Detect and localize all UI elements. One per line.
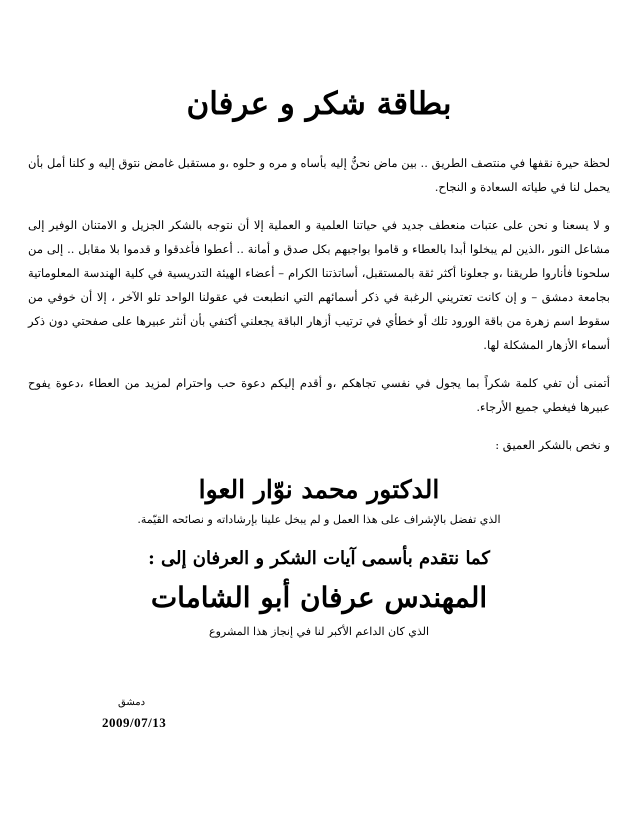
special-thanks-line: و نخص بالشكر العميق : [495,438,610,453]
card-title: بطاقة شكر و عرفان [186,86,452,122]
engineer-name: المهندس عرفان أبو الشامات [150,581,488,615]
gratitude-paragraph: و لا يسعنا و نحن على عتبات منعطف جديد في حياتنا العلمية و العملية إلا أن نتوجه بالشكر الجزيل و الامتنان الوفير إلى مشاعل النور ،الذين لم يبخلوا أبدا بالعطاء و قاموا بواجبهم بكل صدق و أمانة .. أعطوا فأغدقوا و قدموا بلا مقابل .. إلى من سلحونا فأناروا طريقنا ،و جعلونا أكثر ثقة بالمستقبل، أساتذتنا الكرام – أعضاء الهيئة التدريسية في كلية الهندسة المعلوماتية بجامعة دمشق – و إن كانت تعتريني الرغبة في ذكر أسمائهم التي انطبعت في عقولنا الواحد تلو الآخر ، إلا أن خوفي من سقوط اسم زهرة من باقة الورود تلك أو خطأي في ترتيب أزهار الباقة يجعلني أكتفي بأن أنثر عبيرها على صفحتي دون ذكر أسماء الأزهار المشكلة لها. [28,218,610,353]
intro-paragraph: لحظة حيرة نقفها في منتصف الطريق .. بين ماض نحنُّ إليه بأساه و مره و حلوه ،و مستقبل غامض نتوق إليه و كلنا أمل بأن يحمل لنا في طياته السعادة و النجاح. [28,156,610,195]
date-label: 2009/07/13 [102,715,167,730]
honoree-name: الدكتور محمد نوّار العوا [198,475,440,505]
wish-paragraph: أتمنى أن تفي كلمة شكراً بما يجول في نفسي تجاهكم ،و أقدم إليكم دعوة حب واحترام لمزيد من العطاء ،دعوة يفوح عبيرها فيغطي جميع الأرجاء. [28,376,610,415]
honoree-note: الذي تفضل بالإشراف على هذا العمل و لم يبخل علينا بإرشاداته و نصائحه القيّمة. [137,513,501,527]
thanks-heading: كما نتقدم بأسمى آيات الشكر و العرفان إلى : [148,548,490,570]
engineer-note: الذي كان الداعم الأكبر لنا في إنجاز هذا المشروع [209,624,429,638]
place-label: دمشق [118,697,146,708]
